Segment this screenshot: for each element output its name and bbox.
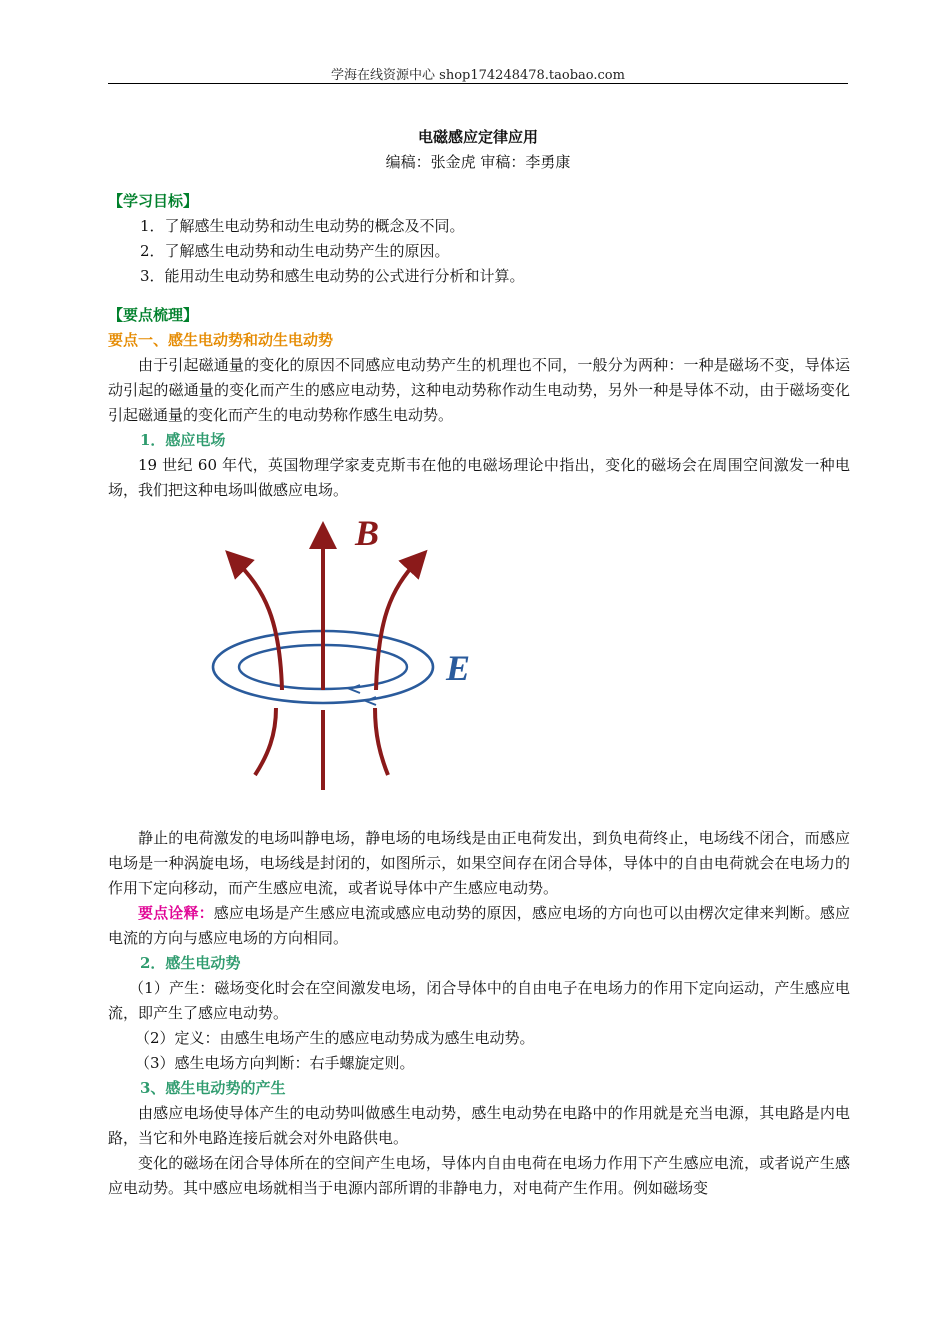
page-header: 学海在线资源中心 shop174248478.taobao.com xyxy=(331,68,625,83)
sub3-paragraph-1: 由感应电场使导体产生的电动势叫做感生电动势，感生电动势在电路中的作用就是充当电源，其电路是内电路，当它和外电路连接后就会对外电路供电。 xyxy=(108,1104,850,1147)
induced-field-figure xyxy=(200,510,490,800)
right-b-line-bottom xyxy=(375,708,388,775)
inner-loop-arrow xyxy=(350,685,360,693)
page-title: 电磁感应定律应用 xyxy=(417,128,538,146)
note-paragraph xyxy=(108,901,850,951)
objectives-heading: 【学习目标】 xyxy=(108,192,199,210)
sub2-item: （3）感生电场方向判断：右手螺旋定则。 xyxy=(135,1054,415,1072)
section1-heading: 要点一、感生电动势和动生电动势 xyxy=(108,331,334,349)
points-heading: 【要点梳理】 xyxy=(108,306,199,324)
label-e: E xyxy=(446,648,471,688)
left-b-line-top xyxy=(235,560,282,690)
header-rule xyxy=(108,83,848,84)
induced-field-diagram xyxy=(200,510,490,800)
left-b-line-bottom xyxy=(255,708,276,775)
outer-loop-arrow xyxy=(366,697,376,705)
sub3-paragraph-2: 变化的磁场在闭合导体所在的空间产生电场，导体内自由电荷在电场力作用下产生感应电流，或者说产生感应电动势。其中感应电场就相当于电源内部所谓的非静电力，对电荷产生作用。例如磁场变 xyxy=(108,1154,850,1197)
sub2-heading: 2．感生电动势 xyxy=(140,954,241,972)
objectives-section xyxy=(108,189,850,289)
objective-item: 1．了解感生电动势和动生电动势的概念及不同。 xyxy=(140,217,465,235)
sub2-item: （2）定义：由感生电场产生的感应电动势成为感生电动势。 xyxy=(135,1029,535,1047)
points-section-continued xyxy=(108,826,850,1201)
points-section xyxy=(108,303,850,503)
objective-item: 3．能用动生电动势和感生电动势的公式进行分析和计算。 xyxy=(140,267,525,285)
label-b: B xyxy=(355,513,380,553)
sub1-paragraph: 19 世纪 60 年代，英国物理学家麦克斯韦在他的电磁场理论中指出，变化的磁场会在周围空间激发一种电场，我们把这种电场叫做感应电场。 xyxy=(108,456,850,499)
sub1-heading: 1．感应电场 xyxy=(140,431,226,449)
note-text: 感应电场是产生感应电流或感应电动势的原因，感应电场的方向也可以由楞次定律来判断。感应电流的方向与感应电场的方向相同。 xyxy=(108,904,850,947)
sub3-heading: 3、感生电动势的产生 xyxy=(140,1079,286,1097)
section1-paragraph: 由于引起磁通量的变化的原因不同感应电动势产生的机理也不同，一般分为两种：一种是磁场不变，导体运动引起的磁通量的变化而产生的感应电动势，这种电动势称作动生电动势，另外一种是导体不动，由于磁场变化引起磁通量的变化而产生的电动势称作感生电动势。 xyxy=(108,356,850,424)
objective-item: 2．了解感生电动势和动生电动势产生的原因。 xyxy=(140,242,450,260)
editor-credits: 编稿：张金虎 审稿：李勇康 xyxy=(385,153,571,171)
right-b-line-top xyxy=(376,560,418,690)
sub2-item: （1）产生：磁场变化时会在空间激发电场，闭合导体中的自由电子在电场力的作用下定向运动，产生感应电流，即产生了感应电动势。 xyxy=(108,979,850,1022)
static-field-paragraph: 静止的电荷激发的电场叫静电场，静电场的电场线是由正电荷发出，到负电荷终止，电场线不闭合，而感应电场是一种涡旋电场，电场线是封闭的，如图所示，如果空间存在闭合导体，导体中的自由电荷就会在电场力的作用下定向移动，而产生感应电流，或者说导体中产生感应电动势。 xyxy=(108,829,850,897)
note-label: 要点诠释： xyxy=(138,904,214,922)
